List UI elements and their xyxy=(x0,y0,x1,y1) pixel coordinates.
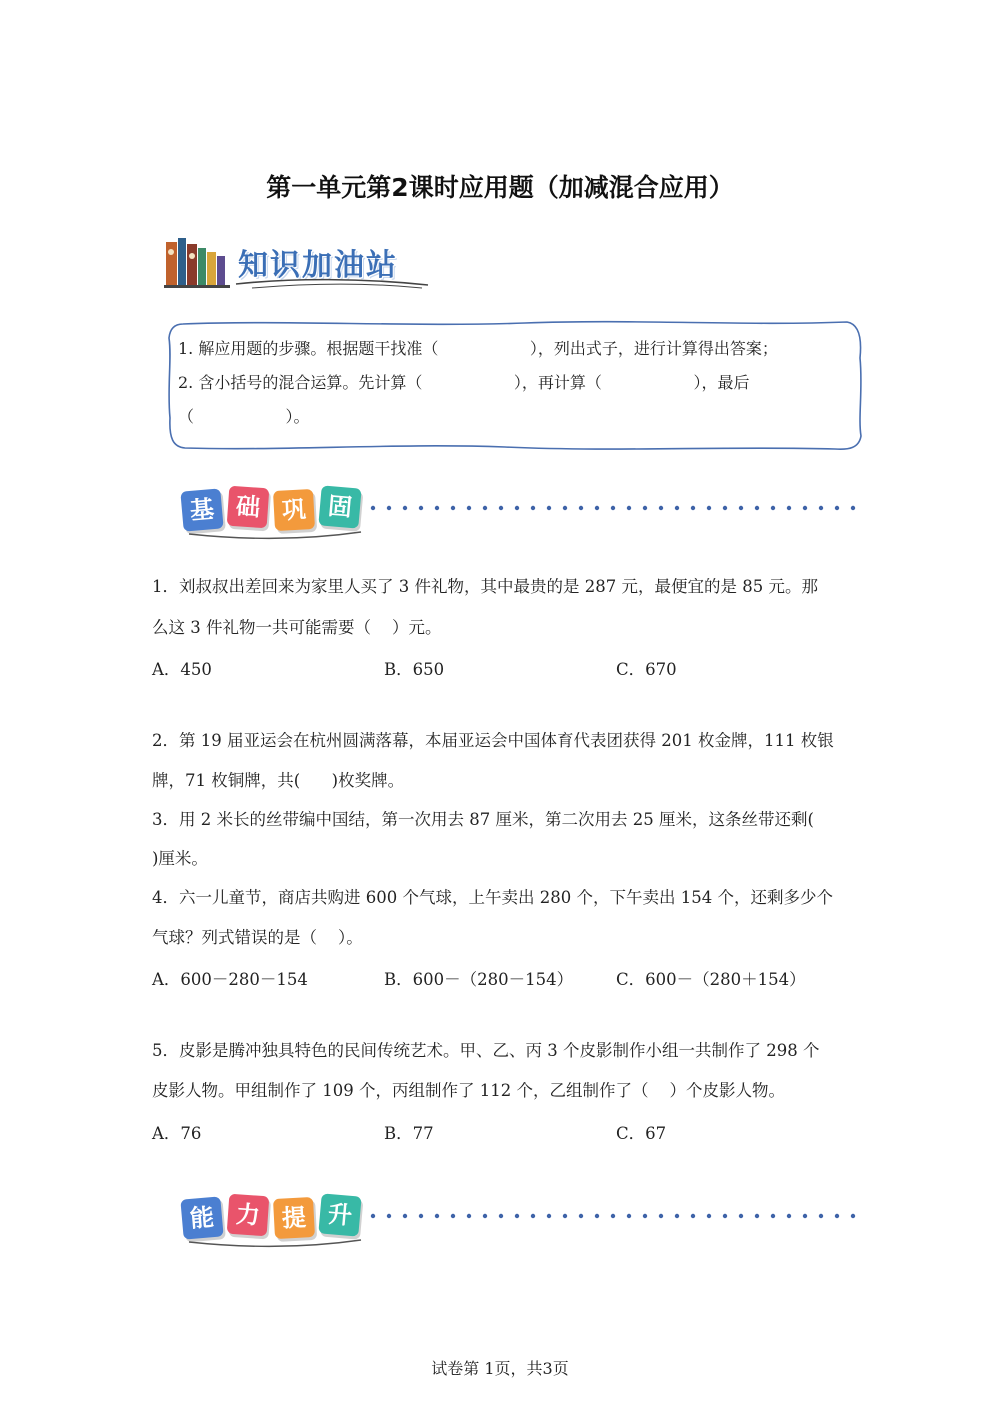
knowledge-line-2: 2. 含小括号的混合运算。先计算（ ），再计算（ ），最后 xyxy=(178,373,750,392)
question-4-option-b: B．600－（280－154） xyxy=(384,970,574,989)
section-advanced-tile: 力 xyxy=(227,1194,270,1237)
question-4-option-c: C．600－（280＋154） xyxy=(616,970,806,989)
question-5-option-c: C．67 xyxy=(616,1124,667,1143)
question-4-line-1: 4．六一儿童节，商店共购进 600 个气球，上午卖出 280 个，下午卖出 154 个，还剩多少个 xyxy=(152,888,833,907)
question-4-option-a: A．600－280－154 xyxy=(152,970,308,989)
section-basic-tile: 巩 xyxy=(273,489,315,531)
question-1-option-c: C．670 xyxy=(616,660,677,679)
section-advanced-tile: 能 xyxy=(180,1196,223,1239)
question-1-option-a: A．450 xyxy=(152,660,212,679)
question-4-line-2: 气球？列式错误的是（ ）。 xyxy=(152,928,363,947)
question-1-option-b: B．650 xyxy=(384,660,445,679)
question-1-line-2: 么这 3 件礼物一共可能需要（ ）元。 xyxy=(152,618,442,637)
section-advanced-tile: 升 xyxy=(318,1193,361,1236)
question-5-option-a: A．76 xyxy=(152,1124,202,1143)
question-3-line-1: 3．用 2 米长的丝带编中国结，第一次用去 87 厘米，第二次用去 25 厘米，这条丝带还剩( xyxy=(152,810,814,829)
section-advanced-tile: 提 xyxy=(273,1197,315,1239)
books-icon xyxy=(164,234,234,288)
question-1-line-1: 1．刘叔叔出差回来为家里人买了 3 件礼物，其中最贵的是 287 元，最便宜的是 85 元。那 xyxy=(152,577,818,596)
question-2-line-1: 2．第 19 届亚运会在杭州圆满落幕，本届亚运会中国体育代表团获得 201 枚金牌，111 枚银 xyxy=(152,731,834,750)
section-basic-tile: 础 xyxy=(227,486,270,529)
page-footer: 试卷第 1页，共3页 xyxy=(431,1359,569,1378)
knowledge-line-1: 1. 解应用题的步骤。根据题干找准（ ），列出式子，进行计算得出答案； xyxy=(178,339,778,358)
section-basic-tile: 基 xyxy=(180,488,223,531)
heading-underline xyxy=(232,276,432,290)
knowledge-heading: 知识加油站 xyxy=(238,248,398,283)
page-title: 第一单元第2课时应用题（加减混合应用） xyxy=(266,173,734,202)
dotted-divider xyxy=(370,505,866,511)
question-3-line-2: )厘米。 xyxy=(152,849,208,868)
question-2-line-2: 牌，71 枚铜牌，共( )枚奖牌。 xyxy=(152,771,405,790)
question-5-option-b: B．77 xyxy=(384,1124,434,1143)
dotted-divider xyxy=(370,1213,866,1219)
section-basic-tile: 固 xyxy=(318,485,361,528)
banner-swoosh xyxy=(185,1236,365,1250)
knowledge-line-3: （ ）。 xyxy=(178,407,310,426)
question-5-line-2: 皮影人物。甲组制作了 109 个，丙组制作了 112 个，乙组制作了（ ）个皮影人物。 xyxy=(152,1081,785,1100)
banner-swoosh xyxy=(185,528,365,542)
question-5-line-1: 5．皮影是腾冲独具特色的民间传统艺术。甲、乙、丙 3 个皮影制作小组一共制作了 298 个 xyxy=(152,1041,820,1060)
